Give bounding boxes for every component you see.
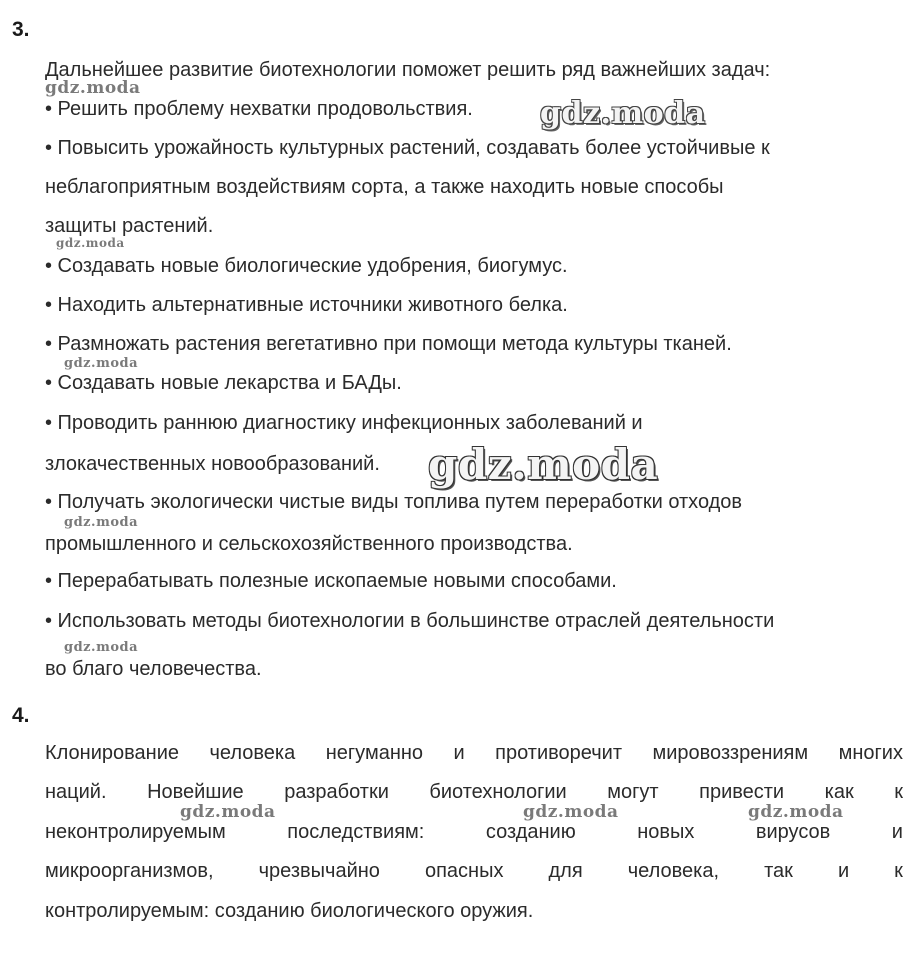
section-3-intro: Дальнейшее развитие биотехнологии поможет решить ряд важнейших задач: xyxy=(45,59,771,81)
list-item: • Находить альтернативные источники животного белка. xyxy=(45,294,568,316)
watermark-logo: gdz.moda xyxy=(64,515,139,530)
list-item-continuation: промышленного и сельскохозяйственного производства. xyxy=(45,533,573,555)
list-item: • Создавать новые лекарства и БАДы. xyxy=(45,372,402,394)
watermark-logo: gdz.moda xyxy=(64,640,139,655)
list-item: • Создавать новые биологические удобрения, биогумус. xyxy=(45,255,568,277)
section-3-number: 3. xyxy=(12,18,30,41)
watermark-logo: gdz.moda xyxy=(748,802,844,822)
list-item-continuation: защиты растений. xyxy=(45,215,214,237)
list-item: • Перерабатывать полезные ископаемые новыми способами. xyxy=(45,570,617,592)
watermark-logo: gdz.moda xyxy=(523,802,619,822)
list-item: • Использовать методы биотехнологии в большинстве отраслей деятельности xyxy=(45,610,775,632)
list-item: • Получать экологически чистые виды топлива путем переработки отходов xyxy=(45,491,743,513)
watermark-logo: gdz.moda xyxy=(428,440,659,489)
paragraph-line: микроорганизмов, чрезвычайно опасных для человека, так и к xyxy=(45,860,903,882)
watermark-logo: gdz.moda xyxy=(56,236,125,250)
paragraph-last-line: контролируемым: созданию биологического оружия. xyxy=(45,900,534,922)
list-item: • Решить проблему нехватки продовольствия. xyxy=(45,98,473,120)
list-item: • Размножать растения вегетативно при помощи метода культуры тканей. xyxy=(45,333,732,355)
paragraph-line: Клонирование человека негуманно и противоречит мировоззрениям многих xyxy=(45,742,903,764)
watermark-logo: gdz.moda xyxy=(45,78,141,98)
list-item: • Проводить раннюю диагностику инфекционных заболеваний и xyxy=(45,412,643,434)
paragraph-line: неконтролируемым последствиям: созданию новых вирусов и xyxy=(45,821,903,843)
list-item-continuation: неблагоприятным воздействиям сорта, а также находить новые способы xyxy=(45,176,724,198)
list-item-continuation: злокачественных новообразований. xyxy=(45,453,380,475)
watermark-logo: gdz.moda xyxy=(180,802,276,822)
watermark-logo: gdz.moda xyxy=(64,356,139,371)
watermark-logo: gdz.moda xyxy=(540,96,706,131)
paragraph-line: наций. Новейшие разработки биотехнологии могут привести как к xyxy=(45,781,903,803)
list-item-continuation: во благо человечества. xyxy=(45,658,262,680)
list-item: • Повысить урожайность культурных растений, создавать более устойчивые к xyxy=(45,137,770,159)
section-4-number: 4. xyxy=(12,704,30,727)
